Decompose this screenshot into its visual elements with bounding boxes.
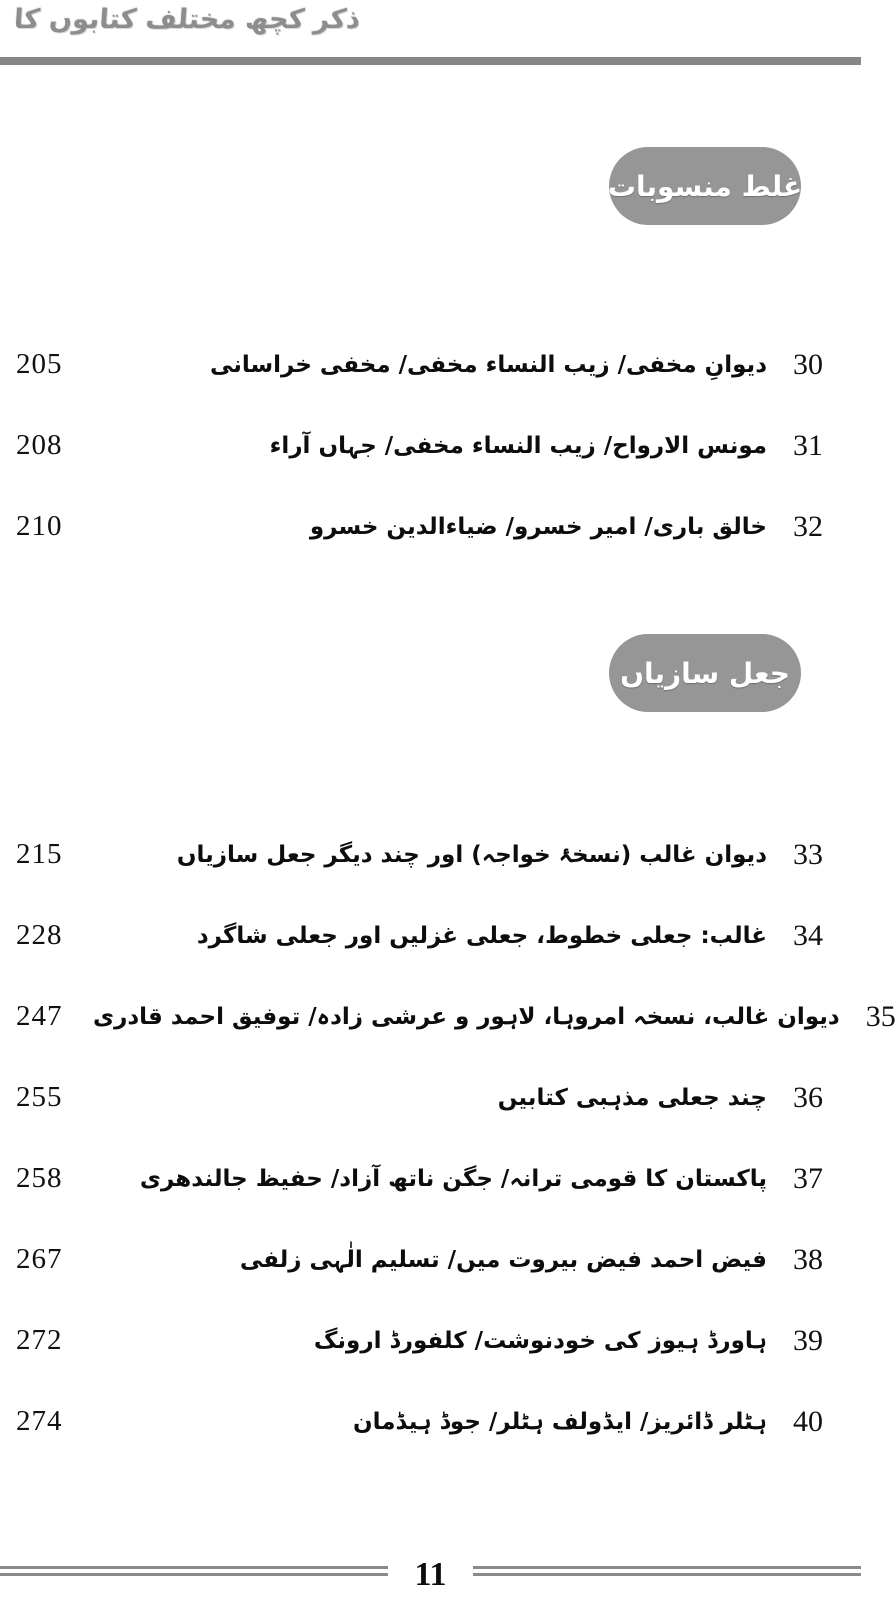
page-number: 228: [16, 919, 63, 951]
section-heading-jaal-saziyan: [609, 634, 801, 712]
section-heading-label: غلط منسوبات: [607, 169, 803, 203]
entry-serial: 40: [793, 1404, 823, 1438]
entry-serial: 39: [793, 1323, 823, 1357]
entry-title: پاکستان کا قومی ترانہ/ جگن ناتھ آزاد/ حفیظ جالندھری: [139, 1165, 767, 1192]
toc-row-32: [0, 486, 861, 567]
toc-row-40: [0, 1381, 861, 1462]
toc-row-37: [0, 1138, 861, 1219]
entry-title: خالق باری/ امیر خسرو/ ضیاءالدین خسرو: [309, 513, 767, 540]
header-rule: [0, 57, 861, 65]
toc-row-33: [0, 814, 861, 895]
entry-serial: 36: [793, 1080, 823, 1114]
entry-serial: 33: [793, 837, 823, 871]
page-header: [0, 0, 861, 66]
section-heading-label: جعل سازیاں: [620, 656, 790, 690]
toc-row-36: [0, 1057, 861, 1138]
entry-serial: 32: [793, 509, 823, 543]
entry-title: مونس الارواح/ زیب النساء مخفی/ جہاں آراء: [269, 432, 767, 459]
entry-serial: 37: [793, 1161, 823, 1195]
page-number: 258: [16, 1162, 63, 1194]
footer-rule-right: [473, 1566, 861, 1576]
entry-title: دیوان غالب، نسخہ امروہا، لاہور و عرشی زادہ/ توفیق احمد قادری: [93, 1003, 840, 1030]
entry-title: ہاورڈ ہیوز کی خودنوشت/ کلفورڈ ارونگ: [313, 1327, 767, 1354]
toc-row-31: [0, 405, 861, 486]
footer-page-number: 11: [414, 1556, 447, 1593]
entry-serial: 30: [793, 347, 823, 381]
page-number: 272: [16, 1324, 63, 1356]
toc-row-39: [0, 1300, 861, 1381]
entry-serial: 31: [793, 428, 823, 462]
toc-row-38: [0, 1219, 861, 1300]
page-number: 267: [16, 1243, 63, 1275]
entry-title: دیوانِ مخفی/ زیب النساء مخفی/ مخفی خراسانی: [210, 351, 767, 378]
page-number: 247: [16, 1000, 63, 1032]
toc-row-35: [0, 976, 896, 1057]
toc-row-34: [0, 895, 861, 976]
toc-section-1: [0, 324, 861, 567]
footer-rule-left: [0, 1566, 388, 1576]
page-number: 210: [16, 510, 63, 542]
section-heading-ghalat-mansubat: [609, 147, 801, 225]
entry-title: چند جعلی مذہبی کتابیں: [497, 1084, 767, 1111]
page-number: 208: [16, 429, 63, 461]
toc-row-30: [0, 324, 861, 405]
page-number: 274: [16, 1405, 63, 1437]
entry-serial: 38: [793, 1242, 823, 1276]
entry-title: ہٹلر ڈائریز/ ایڈولف ہٹلر/ جوڈ ہیڈمان: [353, 1408, 767, 1435]
entry-title: دیوان غالب (نسخۂ خواجہ) اور چند دیگر جعل سازیاں: [176, 841, 767, 868]
book-title-calligraphy: ذکر کچھ مختلف کتابوں کا: [12, 4, 362, 35]
entry-title: غالب: جعلی خطوط، جعلی غزلیں اور جعلی شاگرد: [196, 922, 767, 949]
entry-serial: 35: [865, 999, 896, 1033]
page-number: 215: [16, 838, 63, 870]
entry-serial: 34: [793, 918, 823, 952]
page-number: 205: [16, 348, 63, 380]
entry-title: فیض احمد فیض بیروت میں/ تسلیم الٰہی زلفی: [239, 1246, 767, 1273]
toc-section-2: [0, 814, 896, 1462]
page-number: 255: [16, 1081, 63, 1113]
page-footer: [0, 1548, 861, 1594]
